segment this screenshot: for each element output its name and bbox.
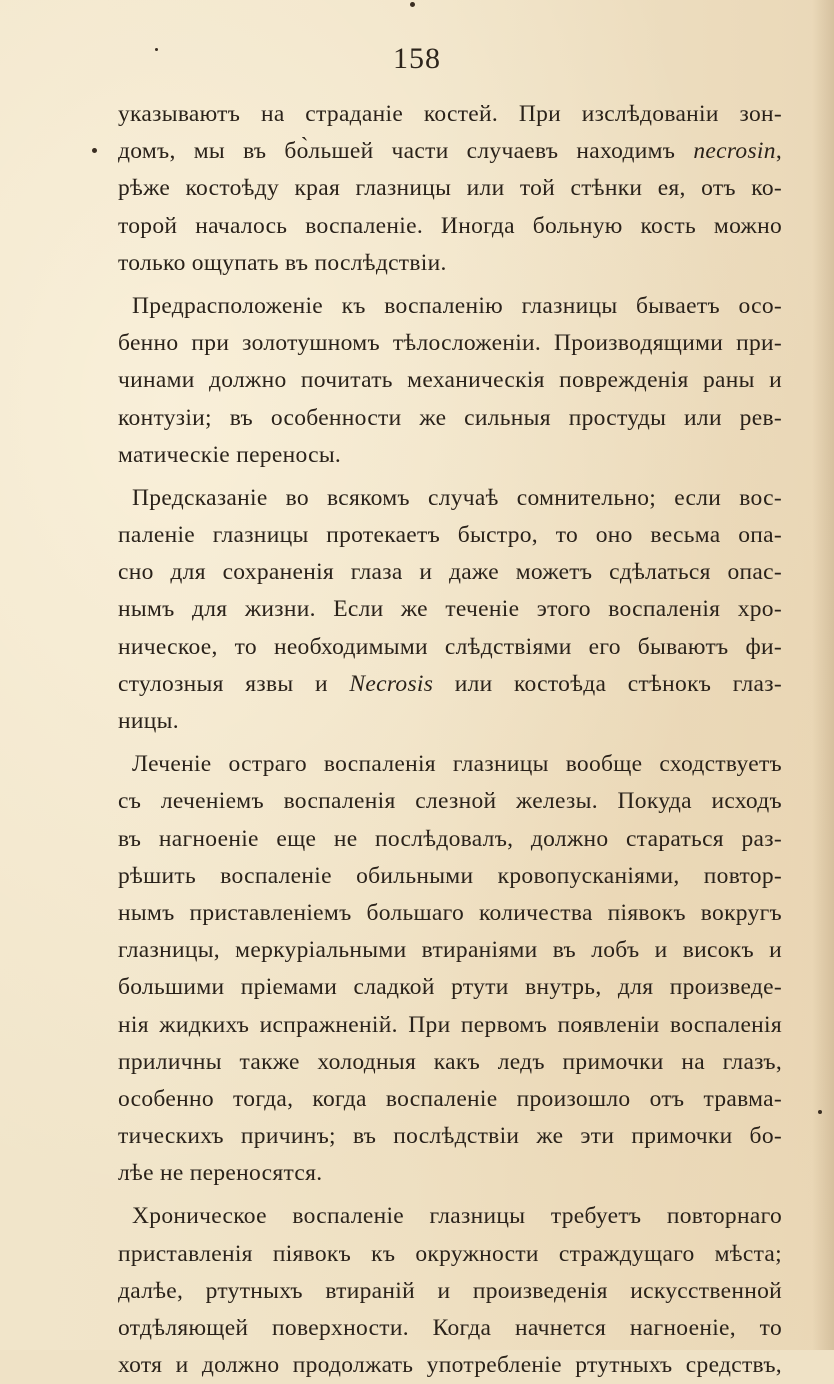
- text-line: чинами должно почитать механическія поврежденія раны и: [118, 367, 782, 394]
- text-line: Хроническое воспаленіе глазницы требуетъ повторнаго: [132, 1203, 782, 1230]
- text-line: торой началось воспаленіе. Иногда больную кость можно: [118, 212, 782, 239]
- text-line: ническое, то необходимыми слѣдствіями его бываютъ фи-: [118, 633, 782, 660]
- text-line: приличны также холодныя какъ ледъ примочки на глазъ,: [118, 1048, 782, 1075]
- text-line: большими пріемами сладкой ртути внутрь, для произведе-: [118, 974, 782, 1001]
- text-line: паленіе глазницы протекаетъ быстро, то оно весьма опа-: [118, 522, 782, 549]
- text-line: ницы.: [118, 708, 179, 734]
- ink-speck: [818, 1110, 822, 1114]
- text-line: рѣже костоѣду края глазницы или той стѣнки ея, отъ ко-: [118, 175, 782, 202]
- text-line: контузіи; въ особенности же сильныя простуды или рев-: [118, 404, 782, 431]
- text-line: только ощупать въ послѣдствіи.: [118, 249, 447, 276]
- text-line: нія жидкихъ испражненій. При первомъ появленіи воспаленія: [118, 1011, 782, 1038]
- page-edge-shadow: [812, 0, 834, 1350]
- body-text: [118, 96, 782, 1384]
- text-line: нымъ приставленіемъ большаго количества піявокъ вокругъ: [118, 899, 782, 926]
- latin-term: Necrosis: [349, 670, 434, 697]
- text-line: приставленія піявокъ къ окружности страждущаго мѣста;: [118, 1240, 782, 1267]
- ink-speck: [92, 148, 97, 153]
- text-line: особенно тогда, когда воспаленіе произошло отъ травма-: [118, 1085, 782, 1112]
- text-line: указываютъ на страданіе костей. При изслѣдованіи зон-: [118, 101, 782, 127]
- text-line: далѣе, ртутныхъ втираній и произведенія искусственной: [118, 1277, 782, 1304]
- text-line: домъ, мы въ бо̀льшей части случаевъ находимъ necrosin,: [118, 138, 782, 165]
- text-line: стулозныя язвы и Necrosis или костоѣда стѣнокъ глаз-: [118, 670, 782, 697]
- text-line: рѣшить воспаленіе обильными кровопусканіями, повтор-: [118, 862, 782, 889]
- text-line: хотя и должно продолжать употребленіе ртутныхъ средствъ,: [118, 1352, 782, 1379]
- page-number: 158: [393, 42, 441, 75]
- text-line: съ леченіемъ воспаленія слезной железы. Покуда исходъ: [118, 788, 782, 815]
- text-line: нымъ для жизни. Если же теченіе этого воспаленія хро-: [118, 596, 782, 623]
- text-line: бенно при золотушномъ тѣлосложеніи. Производящими при-: [118, 330, 782, 357]
- ink-speck: [410, 2, 415, 7]
- text-line: Предсказаніе во всякомъ случаѣ сомнительно; если вос-: [132, 484, 782, 511]
- text-line: тическихъ причинъ; въ послѣдствіи же эти примочки бо-: [118, 1123, 782, 1150]
- text-line: лѣе не переносятся.: [118, 1160, 323, 1187]
- text-line: сно для сохраненія глаза и даже можетъ сдѣлаться опас-: [118, 559, 782, 586]
- text-line: матическіе переносы.: [118, 441, 342, 468]
- text-line: отдѣляющей поверхности. Когда начнется нагноеніе, то: [118, 1315, 782, 1341]
- text-line: глазницы, меркуріальными втираніями въ лобъ и високъ и: [118, 937, 782, 964]
- text-line: въ нагноеніе еще не послѣдовалъ, должно стараться раз-: [118, 825, 782, 852]
- latin-term: necrosin: [693, 138, 776, 165]
- text-line: Леченіе остраго воспаленія глазницы вообще сходствуетъ: [132, 751, 782, 778]
- text-line: Предрасположеніе къ воспаленію глазницы бываетъ осо-: [132, 292, 782, 319]
